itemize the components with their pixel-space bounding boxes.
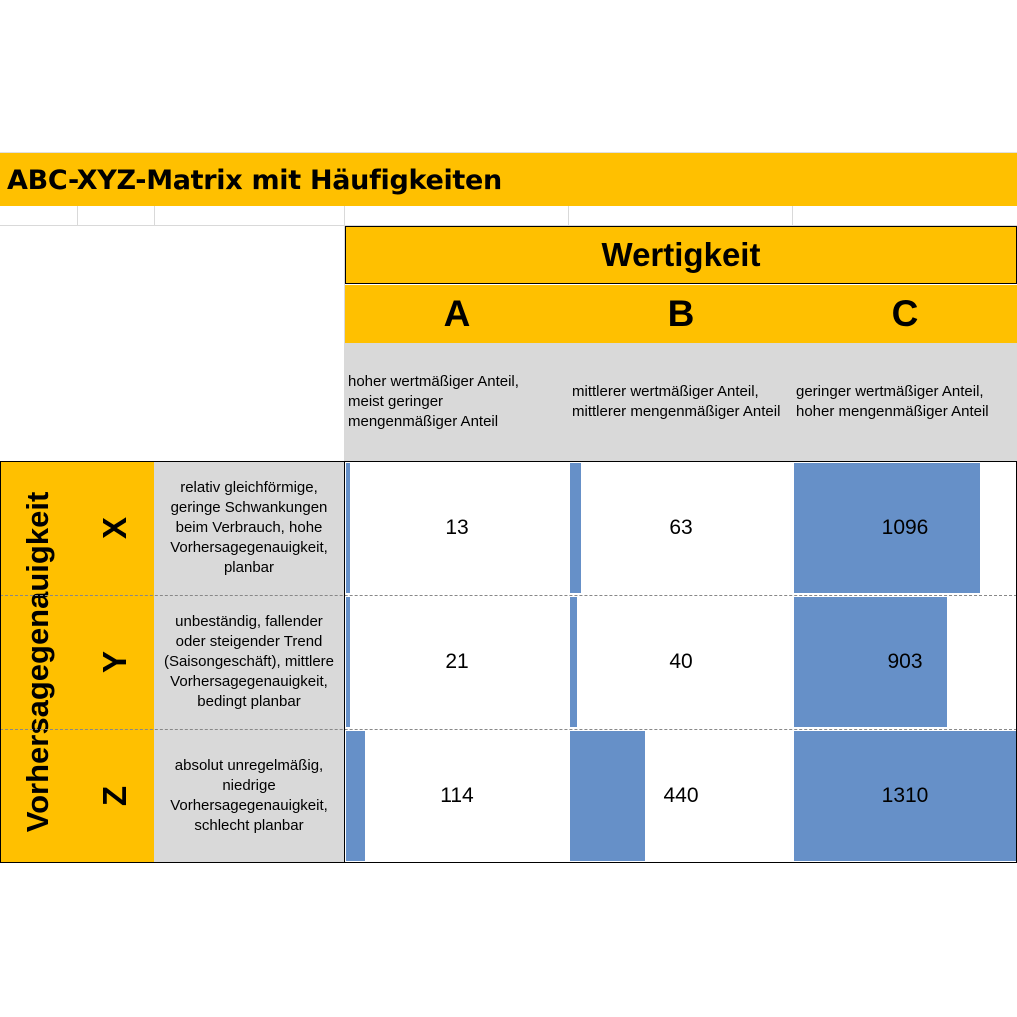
cell-value: 903 (887, 650, 923, 673)
matrix-cell-yb (569, 595, 793, 729)
column-label-b: B (569, 284, 793, 343)
cell-value: 13 (445, 516, 469, 539)
matrix-cell-xc (793, 461, 1017, 595)
row-description-y: unbeständig, fallender oder steigender Trend (Saisongeschäft), mittlere Vorhersagegenauigkeit, bedingt planbar (154, 595, 344, 729)
matrix-cell-xa (345, 461, 569, 595)
matrix-cell-ya (345, 595, 569, 729)
row-divider (0, 595, 1017, 596)
column-description-b: mittlerer wertmäßiger Anteil, mittlerer mengenmäßiger Anteil (569, 343, 793, 461)
row-label-z (77, 729, 154, 863)
matrix-cell-zc (793, 729, 1017, 863)
row-label-y (77, 595, 154, 729)
column-description-a: hoher wertmäßiger Anteil, meist geringer mengenmäßiger Anteil (345, 343, 569, 461)
row-description-x: relativ gleichförmige, geringe Schwankungen beim Verbrauch, hohe Vorhersagegenauigkeit, planbar (154, 461, 344, 595)
cell-value: 1310 (881, 784, 929, 807)
cell-value: 1096 (881, 516, 929, 539)
grid-line (792, 206, 793, 225)
cell-value: 114 (440, 784, 474, 807)
cell-value: 40 (669, 650, 693, 673)
column-label-c: C (793, 284, 1017, 343)
matrix-cell-xb (569, 461, 793, 595)
cell-value: 21 (445, 650, 469, 673)
grid-line (344, 206, 345, 225)
columns-header: Wertigkeit (345, 226, 1017, 284)
row-label-y-text: Y (96, 650, 134, 674)
grid-line (568, 206, 569, 225)
rows-header: Vorhersagegenauigkeit (20, 491, 55, 833)
row-divider (0, 729, 1017, 730)
row-label-x (77, 461, 154, 595)
grid-line (154, 206, 155, 225)
matrix-cell-yc (793, 595, 1017, 729)
matrix-cell-za (345, 729, 569, 863)
row-label-x-text: X (96, 516, 134, 540)
row-label-z-text: Z (96, 785, 134, 807)
row-description-z: absolut unregelmäßig, niedrige Vorhersagegenauigkeit, schlecht planbar (154, 729, 344, 863)
cell-value: 440 (663, 784, 699, 807)
matrix-cell-zb (569, 729, 793, 863)
cell-value: 63 (669, 516, 693, 539)
column-description-c: geringer wertmäßiger Anteil, hoher mengenmäßiger Anteil (793, 343, 1017, 461)
page-title: ABC-XYZ-Matrix mit Häufigkeiten (7, 165, 502, 196)
grid-line (77, 206, 78, 225)
column-divider (344, 461, 345, 863)
column-label-a: A (345, 284, 569, 343)
title-bar (0, 152, 1017, 206)
